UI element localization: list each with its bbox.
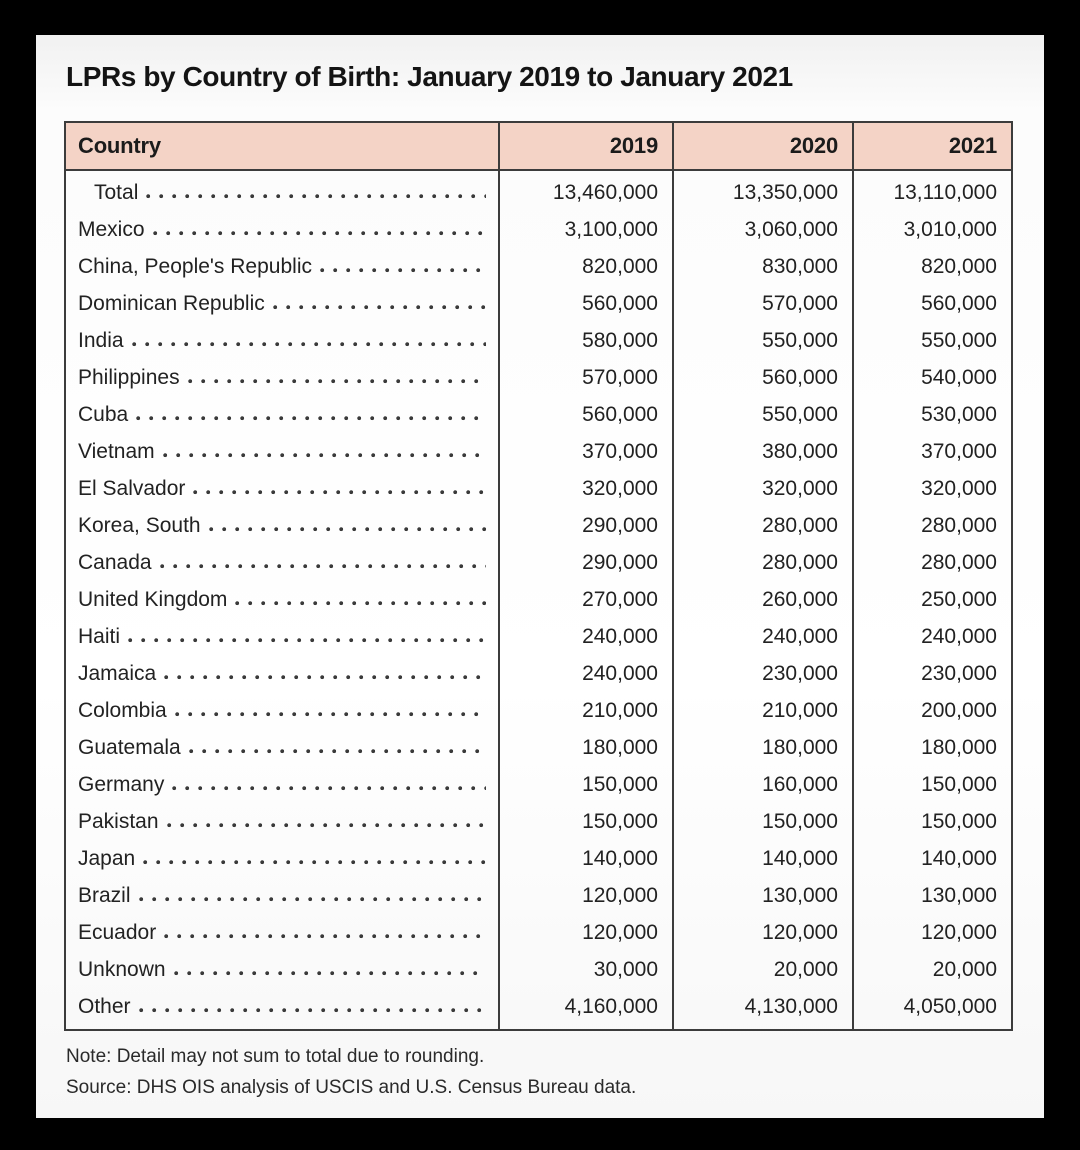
value-cell: 150,000 bbox=[853, 766, 1012, 803]
table-row bbox=[65, 359, 1012, 396]
dot-leader bbox=[146, 194, 486, 199]
value-cell: 120,000 bbox=[499, 914, 673, 951]
value-cell: 4,130,000 bbox=[673, 988, 853, 1030]
value-cell: 130,000 bbox=[853, 877, 1012, 914]
value-cell: 180,000 bbox=[673, 729, 853, 766]
country-cell bbox=[65, 840, 499, 877]
dot-leader bbox=[235, 601, 486, 606]
dot-leader bbox=[189, 749, 486, 754]
value-cell: 830,000 bbox=[673, 248, 853, 285]
value-cell: 180,000 bbox=[499, 729, 673, 766]
table-row bbox=[65, 470, 1012, 507]
country-cell bbox=[65, 988, 499, 1030]
value-cell: 280,000 bbox=[853, 544, 1012, 581]
table-row bbox=[65, 507, 1012, 544]
value-cell: 380,000 bbox=[673, 433, 853, 470]
value-cell: 230,000 bbox=[853, 655, 1012, 692]
country-cell bbox=[65, 729, 499, 766]
country-cell bbox=[65, 618, 499, 655]
table-row bbox=[65, 248, 1012, 285]
table-row bbox=[65, 840, 1012, 877]
dot-leader bbox=[164, 675, 486, 680]
country-label: Germany bbox=[78, 772, 165, 796]
value-cell: 230,000 bbox=[673, 655, 853, 692]
value-cell: 280,000 bbox=[673, 507, 853, 544]
value-cell: 13,350,000 bbox=[673, 170, 853, 211]
table-row bbox=[65, 877, 1012, 914]
country-cell bbox=[65, 692, 499, 729]
dot-leader bbox=[143, 860, 486, 865]
country-label: Colombia bbox=[78, 698, 167, 722]
value-cell: 580,000 bbox=[499, 322, 673, 359]
value-cell: 3,060,000 bbox=[673, 211, 853, 248]
table-row bbox=[65, 170, 1012, 211]
table-row bbox=[65, 322, 1012, 359]
country-cell bbox=[65, 433, 499, 470]
country-label: Mexico bbox=[78, 217, 145, 241]
country-cell bbox=[65, 211, 499, 248]
country-label: El Salvador bbox=[78, 476, 186, 500]
value-cell: 240,000 bbox=[853, 618, 1012, 655]
value-cell: 4,160,000 bbox=[499, 988, 673, 1030]
table-row bbox=[65, 692, 1012, 729]
dot-leader bbox=[175, 712, 486, 717]
country-cell bbox=[65, 877, 499, 914]
country-label: Dominican Republic bbox=[78, 291, 265, 315]
country-label: Total bbox=[94, 180, 139, 204]
country-cell bbox=[65, 322, 499, 359]
value-cell: 320,000 bbox=[853, 470, 1012, 507]
header-row bbox=[65, 122, 1012, 170]
page-title: LPRs by Country of Birth: January 2019 to January 2021 bbox=[66, 61, 793, 92]
value-cell: 820,000 bbox=[499, 248, 673, 285]
value-cell: 140,000 bbox=[853, 840, 1012, 877]
value-cell: 290,000 bbox=[499, 507, 673, 544]
dot-leader bbox=[320, 268, 486, 273]
value-cell: 250,000 bbox=[853, 581, 1012, 618]
value-cell: 3,100,000 bbox=[499, 211, 673, 248]
column-header-country: Country bbox=[65, 122, 499, 170]
table-header bbox=[65, 122, 1012, 170]
value-cell: 150,000 bbox=[499, 803, 673, 840]
value-cell: 140,000 bbox=[673, 840, 853, 877]
country-label: Other bbox=[78, 994, 131, 1018]
value-cell: 550,000 bbox=[853, 322, 1012, 359]
lpr-table bbox=[64, 121, 1013, 1031]
country-cell bbox=[65, 359, 499, 396]
table-row bbox=[65, 729, 1012, 766]
value-cell: 320,000 bbox=[673, 470, 853, 507]
country-label: Japan bbox=[78, 846, 136, 870]
value-cell: 370,000 bbox=[499, 433, 673, 470]
value-cell: 320,000 bbox=[499, 470, 673, 507]
value-cell: 240,000 bbox=[673, 618, 853, 655]
dot-leader bbox=[209, 527, 486, 532]
value-cell: 120,000 bbox=[853, 914, 1012, 951]
value-cell: 560,000 bbox=[499, 285, 673, 322]
country-label: Pakistan bbox=[78, 809, 159, 833]
value-cell: 30,000 bbox=[499, 951, 673, 988]
value-cell: 4,050,000 bbox=[853, 988, 1012, 1030]
table-row bbox=[65, 581, 1012, 618]
value-cell: 280,000 bbox=[853, 507, 1012, 544]
value-cell: 160,000 bbox=[673, 766, 853, 803]
value-cell: 13,460,000 bbox=[499, 170, 673, 211]
value-cell: 130,000 bbox=[673, 877, 853, 914]
value-cell: 560,000 bbox=[499, 396, 673, 433]
column-header-2020: 2020 bbox=[673, 122, 853, 170]
country-label: Brazil bbox=[78, 883, 131, 907]
value-cell: 290,000 bbox=[499, 544, 673, 581]
value-cell: 150,000 bbox=[853, 803, 1012, 840]
column-header-2019: 2019 bbox=[499, 122, 673, 170]
country-cell bbox=[65, 544, 499, 581]
country-cell bbox=[65, 170, 499, 211]
table-row bbox=[65, 766, 1012, 803]
country-cell bbox=[65, 803, 499, 840]
country-label: Haiti bbox=[78, 624, 121, 648]
country-label: Unknown bbox=[78, 957, 166, 981]
country-cell bbox=[65, 285, 499, 322]
value-cell: 550,000 bbox=[673, 322, 853, 359]
dot-leader bbox=[139, 1008, 486, 1013]
value-cell: 20,000 bbox=[853, 951, 1012, 988]
source-text: Source: DHS OIS analysis of USCIS and U.S. Census Bureau data. bbox=[66, 1077, 637, 1098]
table-row bbox=[65, 988, 1012, 1030]
table-row bbox=[65, 951, 1012, 988]
table-row bbox=[65, 618, 1012, 655]
country-cell bbox=[65, 914, 499, 951]
country-cell bbox=[65, 470, 499, 507]
dot-leader bbox=[128, 638, 486, 643]
table-body bbox=[65, 170, 1012, 1030]
country-label: United Kingdom bbox=[78, 587, 228, 611]
country-label: Canada bbox=[78, 550, 152, 574]
value-cell: 3,010,000 bbox=[853, 211, 1012, 248]
value-cell: 210,000 bbox=[499, 692, 673, 729]
dot-leader bbox=[174, 971, 486, 976]
country-label: Guatemala bbox=[78, 735, 181, 759]
country-cell bbox=[65, 581, 499, 618]
value-cell: 370,000 bbox=[853, 433, 1012, 470]
value-cell: 20,000 bbox=[673, 951, 853, 988]
table-row bbox=[65, 433, 1012, 470]
value-cell: 150,000 bbox=[673, 803, 853, 840]
dot-leader bbox=[136, 416, 486, 421]
value-cell: 120,000 bbox=[673, 914, 853, 951]
value-cell: 280,000 bbox=[673, 544, 853, 581]
value-cell: 560,000 bbox=[673, 359, 853, 396]
value-cell: 540,000 bbox=[853, 359, 1012, 396]
dot-leader bbox=[188, 379, 486, 384]
country-cell bbox=[65, 951, 499, 988]
dot-leader bbox=[273, 305, 486, 310]
dot-leader bbox=[160, 564, 486, 569]
table-row bbox=[65, 803, 1012, 840]
value-cell: 150,000 bbox=[499, 766, 673, 803]
country-label: China, People's Republic bbox=[78, 254, 312, 278]
value-cell: 200,000 bbox=[853, 692, 1012, 729]
dot-leader bbox=[164, 934, 486, 939]
value-cell: 820,000 bbox=[853, 248, 1012, 285]
country-label: Korea, South bbox=[78, 513, 201, 537]
value-cell: 210,000 bbox=[673, 692, 853, 729]
country-label: Vietnam bbox=[78, 439, 155, 463]
footnotes bbox=[66, 1041, 1016, 1103]
dot-leader bbox=[163, 453, 486, 458]
country-cell bbox=[65, 766, 499, 803]
dot-leader bbox=[167, 823, 486, 828]
table-row bbox=[65, 396, 1012, 433]
value-cell: 570,000 bbox=[499, 359, 673, 396]
table-row bbox=[65, 285, 1012, 322]
value-cell: 240,000 bbox=[499, 618, 673, 655]
dot-leader bbox=[132, 342, 486, 347]
table-row bbox=[65, 914, 1012, 951]
value-cell: 120,000 bbox=[499, 877, 673, 914]
country-cell bbox=[65, 248, 499, 285]
country-cell bbox=[65, 396, 499, 433]
value-cell: 260,000 bbox=[673, 581, 853, 618]
value-cell: 180,000 bbox=[853, 729, 1012, 766]
note-text: Note: Detail may not sum to total due to rounding. bbox=[66, 1046, 485, 1067]
value-cell: 270,000 bbox=[499, 581, 673, 618]
dot-leader bbox=[172, 786, 486, 791]
value-cell: 560,000 bbox=[853, 285, 1012, 322]
dot-leader bbox=[153, 231, 486, 236]
country-cell bbox=[65, 507, 499, 544]
value-cell: 240,000 bbox=[499, 655, 673, 692]
value-cell: 550,000 bbox=[673, 396, 853, 433]
dot-leader bbox=[193, 490, 486, 495]
column-header-2021: 2021 bbox=[853, 122, 1012, 170]
value-cell: 530,000 bbox=[853, 396, 1012, 433]
report-page bbox=[36, 35, 1044, 1118]
table-row bbox=[65, 211, 1012, 248]
table-row bbox=[65, 544, 1012, 581]
country-label: Jamaica bbox=[78, 661, 157, 685]
table-row bbox=[65, 655, 1012, 692]
value-cell: 13,110,000 bbox=[853, 170, 1012, 211]
value-cell: 140,000 bbox=[499, 840, 673, 877]
country-cell bbox=[65, 655, 499, 692]
dot-leader bbox=[139, 897, 486, 902]
country-label: India bbox=[78, 328, 124, 352]
value-cell: 570,000 bbox=[673, 285, 853, 322]
country-label: Ecuador bbox=[78, 920, 157, 944]
country-label: Cuba bbox=[78, 402, 129, 426]
country-label: Philippines bbox=[78, 365, 180, 389]
